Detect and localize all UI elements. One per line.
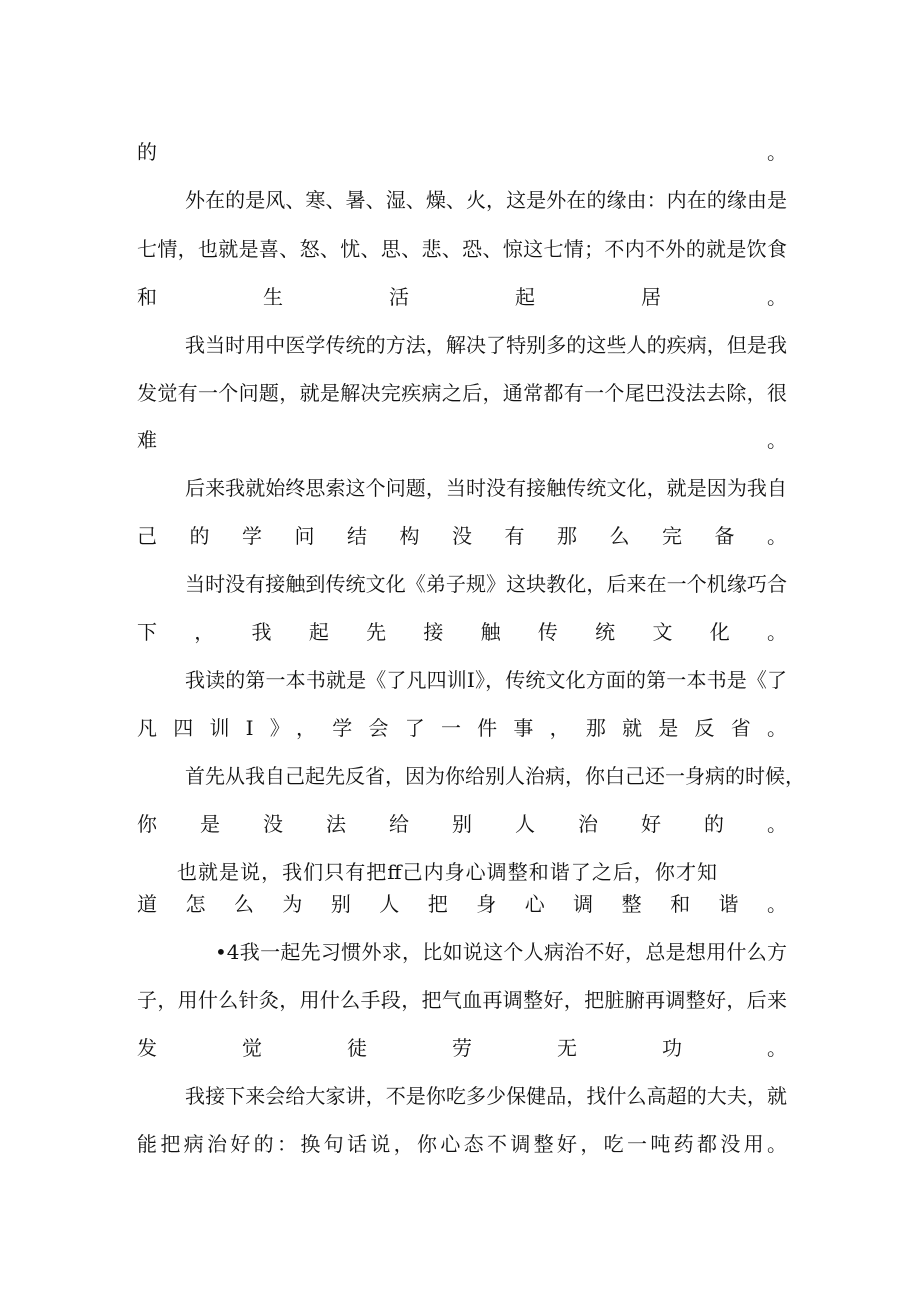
paragraph-line: 后来我就始终思索这个问题，当时没有接触传统文化，就是因为我自 (185, 476, 787, 500)
paragraph-line: •4我一起先习惯外求，比如说这个人病治不好，总是想用什么方 (215, 940, 787, 964)
paragraph-line: 和生活起居。 (137, 285, 787, 309)
paragraph-line: 的。 (137, 140, 787, 164)
paragraph-line: 发觉有一个问题，就是解决完疾病之后，通常都有一个尾巴没法去除，很 (137, 381, 787, 405)
paragraph-line: 外在的是风、寒、暑、湿、燥、火，这是外在的缘由：内在的缘由是 (185, 188, 787, 212)
paragraph-line: 你是没法给别人治好的。 (137, 812, 787, 836)
paragraph-line: 我读的第一本书就是《了凡四训I》，传统文化方面的第一本书是《了 (185, 668, 787, 692)
paragraph-line: 下，我起先接触传统文化。 (137, 620, 787, 644)
paragraph-line: 我接下来会给大家讲，不是你吃多少保健品，找什么高超的大夫，就 (185, 1084, 787, 1108)
paragraph-line: 发觉徒劳无功。 (137, 1036, 787, 1060)
paragraph-line: 我当时用中医学传统的方法，解决了特别多的这些人的疾病，但是我 (185, 333, 787, 357)
paragraph-line: 能把病治好的：换句话说，你心态不调整好，吃一吨药都没用。 (137, 1132, 787, 1156)
paragraph-line: 首先从我自己起先反省，因为你给别人治病，你白己还一身病的时候， (185, 764, 805, 788)
paragraph-line: 当时没有接触到传统文化《弟子规》这块教化，后来在一个机缘巧合 (185, 572, 787, 596)
paragraph-line: 己的学问结构没有那么完备。 (137, 524, 787, 548)
paragraph-line: 道怎么为别人把身心调整和谐。 (137, 892, 787, 916)
paragraph-line: 也就是说，我们只有把ff己内身心调整和谐了之后，你才知 (177, 860, 717, 884)
paragraph-line: 凡四训I》，学会了一件事，那就是反省。 (137, 716, 787, 740)
paragraph-line: 子，用什么针灸，用什么手段，把气血再调整好，把脏腑再调整好，后来 (137, 988, 787, 1012)
paragraph-line: 难。 (137, 428, 787, 452)
paragraph-line: 七情，也就是喜、怒、忧、思、悲、恐、惊这七情；不内不外的就是饮食 (137, 237, 787, 261)
